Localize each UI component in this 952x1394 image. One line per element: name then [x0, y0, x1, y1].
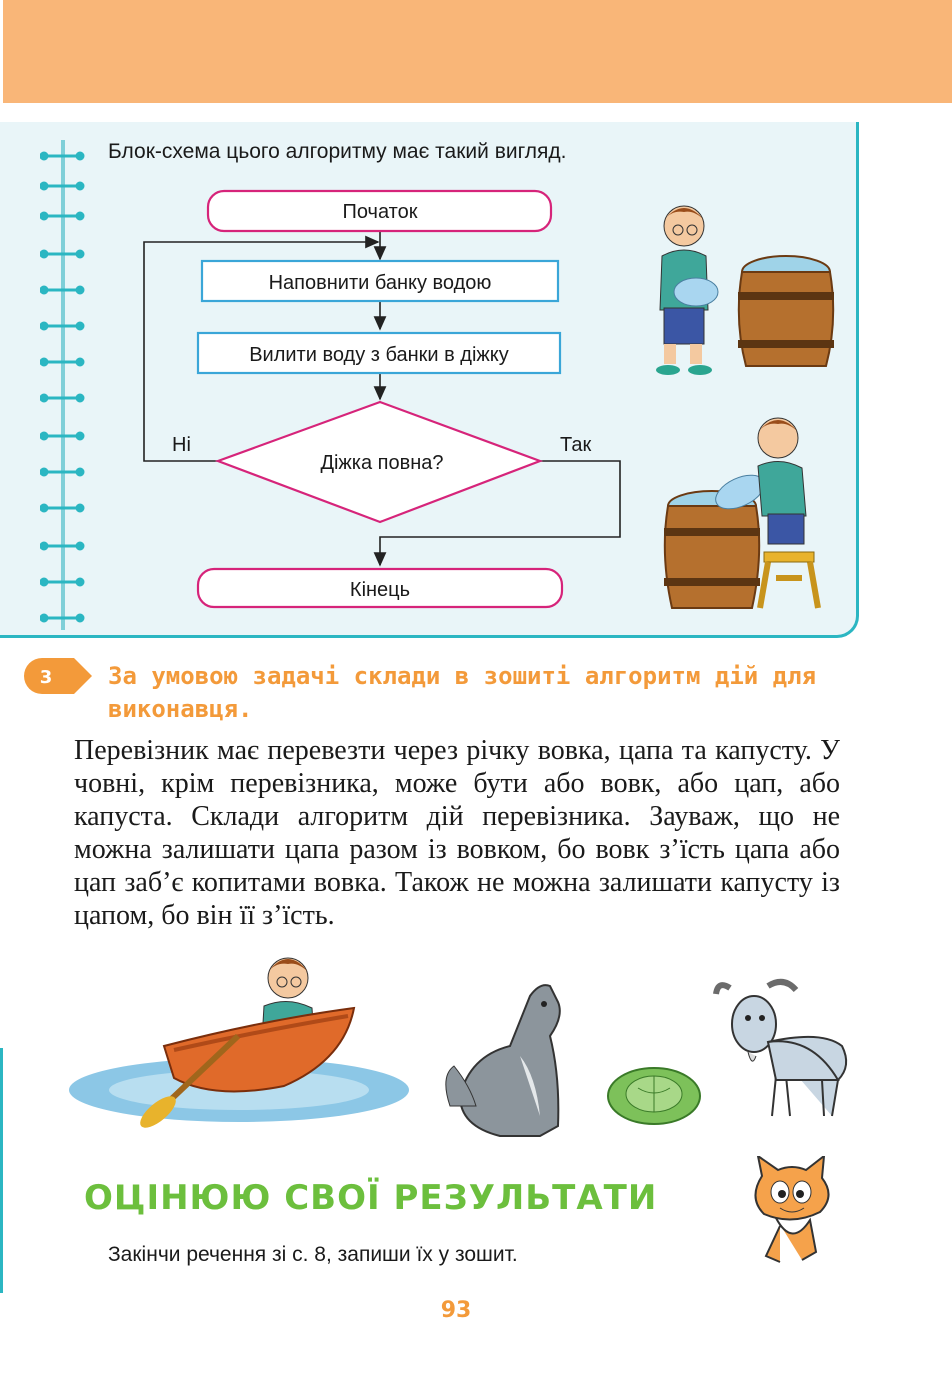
flow-yes-label: Так [560, 434, 592, 456]
cabbage-icon [604, 1058, 704, 1126]
flow-step-pour-water [198, 333, 560, 373]
notebook-spiral-icon [40, 140, 86, 630]
boy-pouring-water-icon [660, 408, 840, 613]
barrel-icon [738, 256, 834, 366]
task-number: 3 [39, 667, 53, 688]
task-number-badge [24, 656, 94, 696]
finish-instruction: Закінчи речення зі с. 8, запиши їх у зошит. [108, 1243, 518, 1266]
flow-step-fill-jar-label: Наповнити банку водою [268, 272, 492, 294]
flow-decision [218, 402, 540, 522]
flow-decision-label: Діжка повна? [320, 452, 444, 474]
rowing-boat-icon [64, 950, 414, 1140]
boy-with-jar-icon [636, 200, 836, 380]
flow-start [208, 191, 551, 231]
flow-no-label: Ні [172, 434, 191, 456]
cat-mascot-icon [740, 1156, 845, 1266]
wolf-icon [440, 976, 590, 1141]
flow-end-label: Кінець [349, 579, 411, 601]
section-title: ОЦІНЮЮ СВОЇ РЕЗУЛЬТАТИ [84, 1178, 658, 1218]
task-title: За умовою задачі склади в зошиті алгоритм дій для виконавця. [108, 662, 817, 723]
flowchart [130, 185, 630, 615]
barrel-icon [664, 491, 760, 608]
side-accent-line [0, 1048, 3, 1293]
header-band [3, 0, 952, 103]
goat-icon [712, 976, 857, 1126]
flow-start-label: Початок [342, 201, 418, 223]
flow-step-fill-jar [202, 261, 558, 301]
note-box-edge [856, 122, 859, 142]
intro-text: Блок-схема цього алгоритму має такий вигляд. [108, 140, 567, 163]
page-number: 93 [440, 1298, 472, 1323]
flow-end [198, 569, 562, 607]
task-body: Перевізник має перевезти через річку вовка, цапа та капусту. У човні, крім перевізника, може бути або вовк, або цап, або капуста. Склади алгоритм дій перевізника. Зауваж, що не можна залишати цапа разом із вовком, бо вовк з’їсть цапа або цап заб’є копитами вовка. Також не можна залишати капусту із цапом, бо він її з’їсть. [74, 735, 840, 931]
flow-step-pour-water-label: Вилити воду з банки в діжку [249, 344, 509, 366]
